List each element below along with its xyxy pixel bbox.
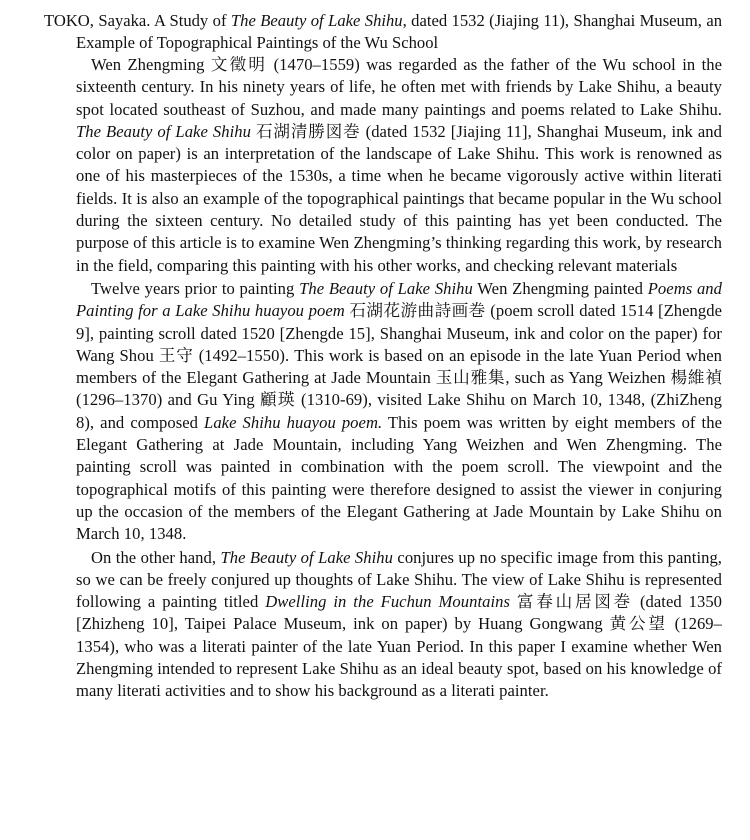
run: This poem was written by eight members of the Elegant Gathering at Jade Mountain, including Yang Weizhen and Wen Zhengming. The painting scroll was painted in combination with the poem scroll. The viewpoint and the topographical motifs of this painting were therefore designed to assist the viewer in conjuring up the occasion of the members of the Elegant Gathering at Jade Mountain by Lake Shihu on March 10, 1348. — [76, 412, 722, 544]
run: Wen Zhengming painted — [472, 278, 648, 298]
title-suffix: , dated 1532 (Jiajing 11), Shanghai Museum, an Example of Topographical Paintings of the Wu School — [76, 11, 722, 52]
title-prefix: A Study of — [150, 11, 231, 30]
run-italic: Poems and Painting for a Lake Shihu huayou poem — [76, 278, 722, 321]
article-heading — [44, 10, 722, 54]
run-italic: The Beauty of Lake Shihu — [299, 278, 473, 298]
run: Twelve years prior to painting — [91, 278, 300, 298]
run: On the other hand, — [91, 547, 221, 567]
run-italic: Dwelling in the Fuchun Mountains — [265, 592, 510, 612]
author-name: TOKO, Sayaka. — [44, 11, 151, 30]
run-italic: Lake Shihu huayou poem. — [204, 412, 383, 432]
run: 富春山居図巻 (dated 1350 [Zhizheng 10], Taipei Palace Museum, ink on paper) by Huang Gongwang 黄公望 (1269–1354), who was a literati painter of the late Yuan Period. In this paper I examine whether Wen Zhengming intended to represent Lake Shihu as an ideal beauty spot, based on his knowledge of many literati activities and to show his background as a literati painter. — [76, 592, 723, 701]
paragraph-3 — [76, 547, 722, 703]
run-italic: The Beauty of Lake Shihu — [76, 121, 251, 141]
run: 石湖清勝図巻 (dated 1532 [Jiajing 11], Shanghai Museum, ink and color on paper) is an interpretation of the landscape of Lake Shihu. This work is renowned as one of his masterpieces of the 1530s, a time when he became vigorously active within literati fields. It is also an example of the topographical paintings that became popular in the Wu school during the sixteen century. No detailed study of this painting has yet been conducted. The purpose of this article is to examine Wen Zhengming’s thinking regarding this work, by research in the field, comparing this painting with his other works, and checking relevant materials — [76, 121, 722, 275]
run: Wen Zhengming 文徵明 (1470–1559) was regarded as the father of the Wu school in the sixteenth century. In his ninety years of life, he often met with friends by Lake Shihu, a beauty spot located southeast of Suzhou, and made many paintings and poems related to Lake Shihu. — [76, 55, 722, 119]
run: conjures up no specific image from this panting, so we can be freely conjured up thoughts of Lake Shihu. The view of Lake Shihu is represented following a painting titled — [76, 547, 722, 612]
run-italic: The Beauty of Lake Shihu — [220, 547, 393, 567]
article-abstract — [44, 10, 722, 703]
run: 石湖花游曲詩画巻 (poem scroll dated 1514 [Zhengde 9], painting scroll dated 1520 [Zhengde 15], Shanghai Museum, ink and color on the paper) for Wang Shou 王守 (1492–1550). This work is based on an episode in the late Yuan Period when members of the Elegant Gathering at Jade Mountain 玉山雅集, such as Yang Weizhen 楊維禎 (1296–1370) and Gu Ying 顧瑛 (1310-69), visited Lake Shihu on March 10, 1348, (ZhiZheng 8), and composed — [76, 301, 723, 432]
abstract-body — [44, 54, 722, 703]
title-italic: The Beauty of Lake Shihu — [230, 11, 403, 30]
paragraph-2 — [76, 278, 722, 546]
paragraph-1 — [76, 54, 722, 277]
